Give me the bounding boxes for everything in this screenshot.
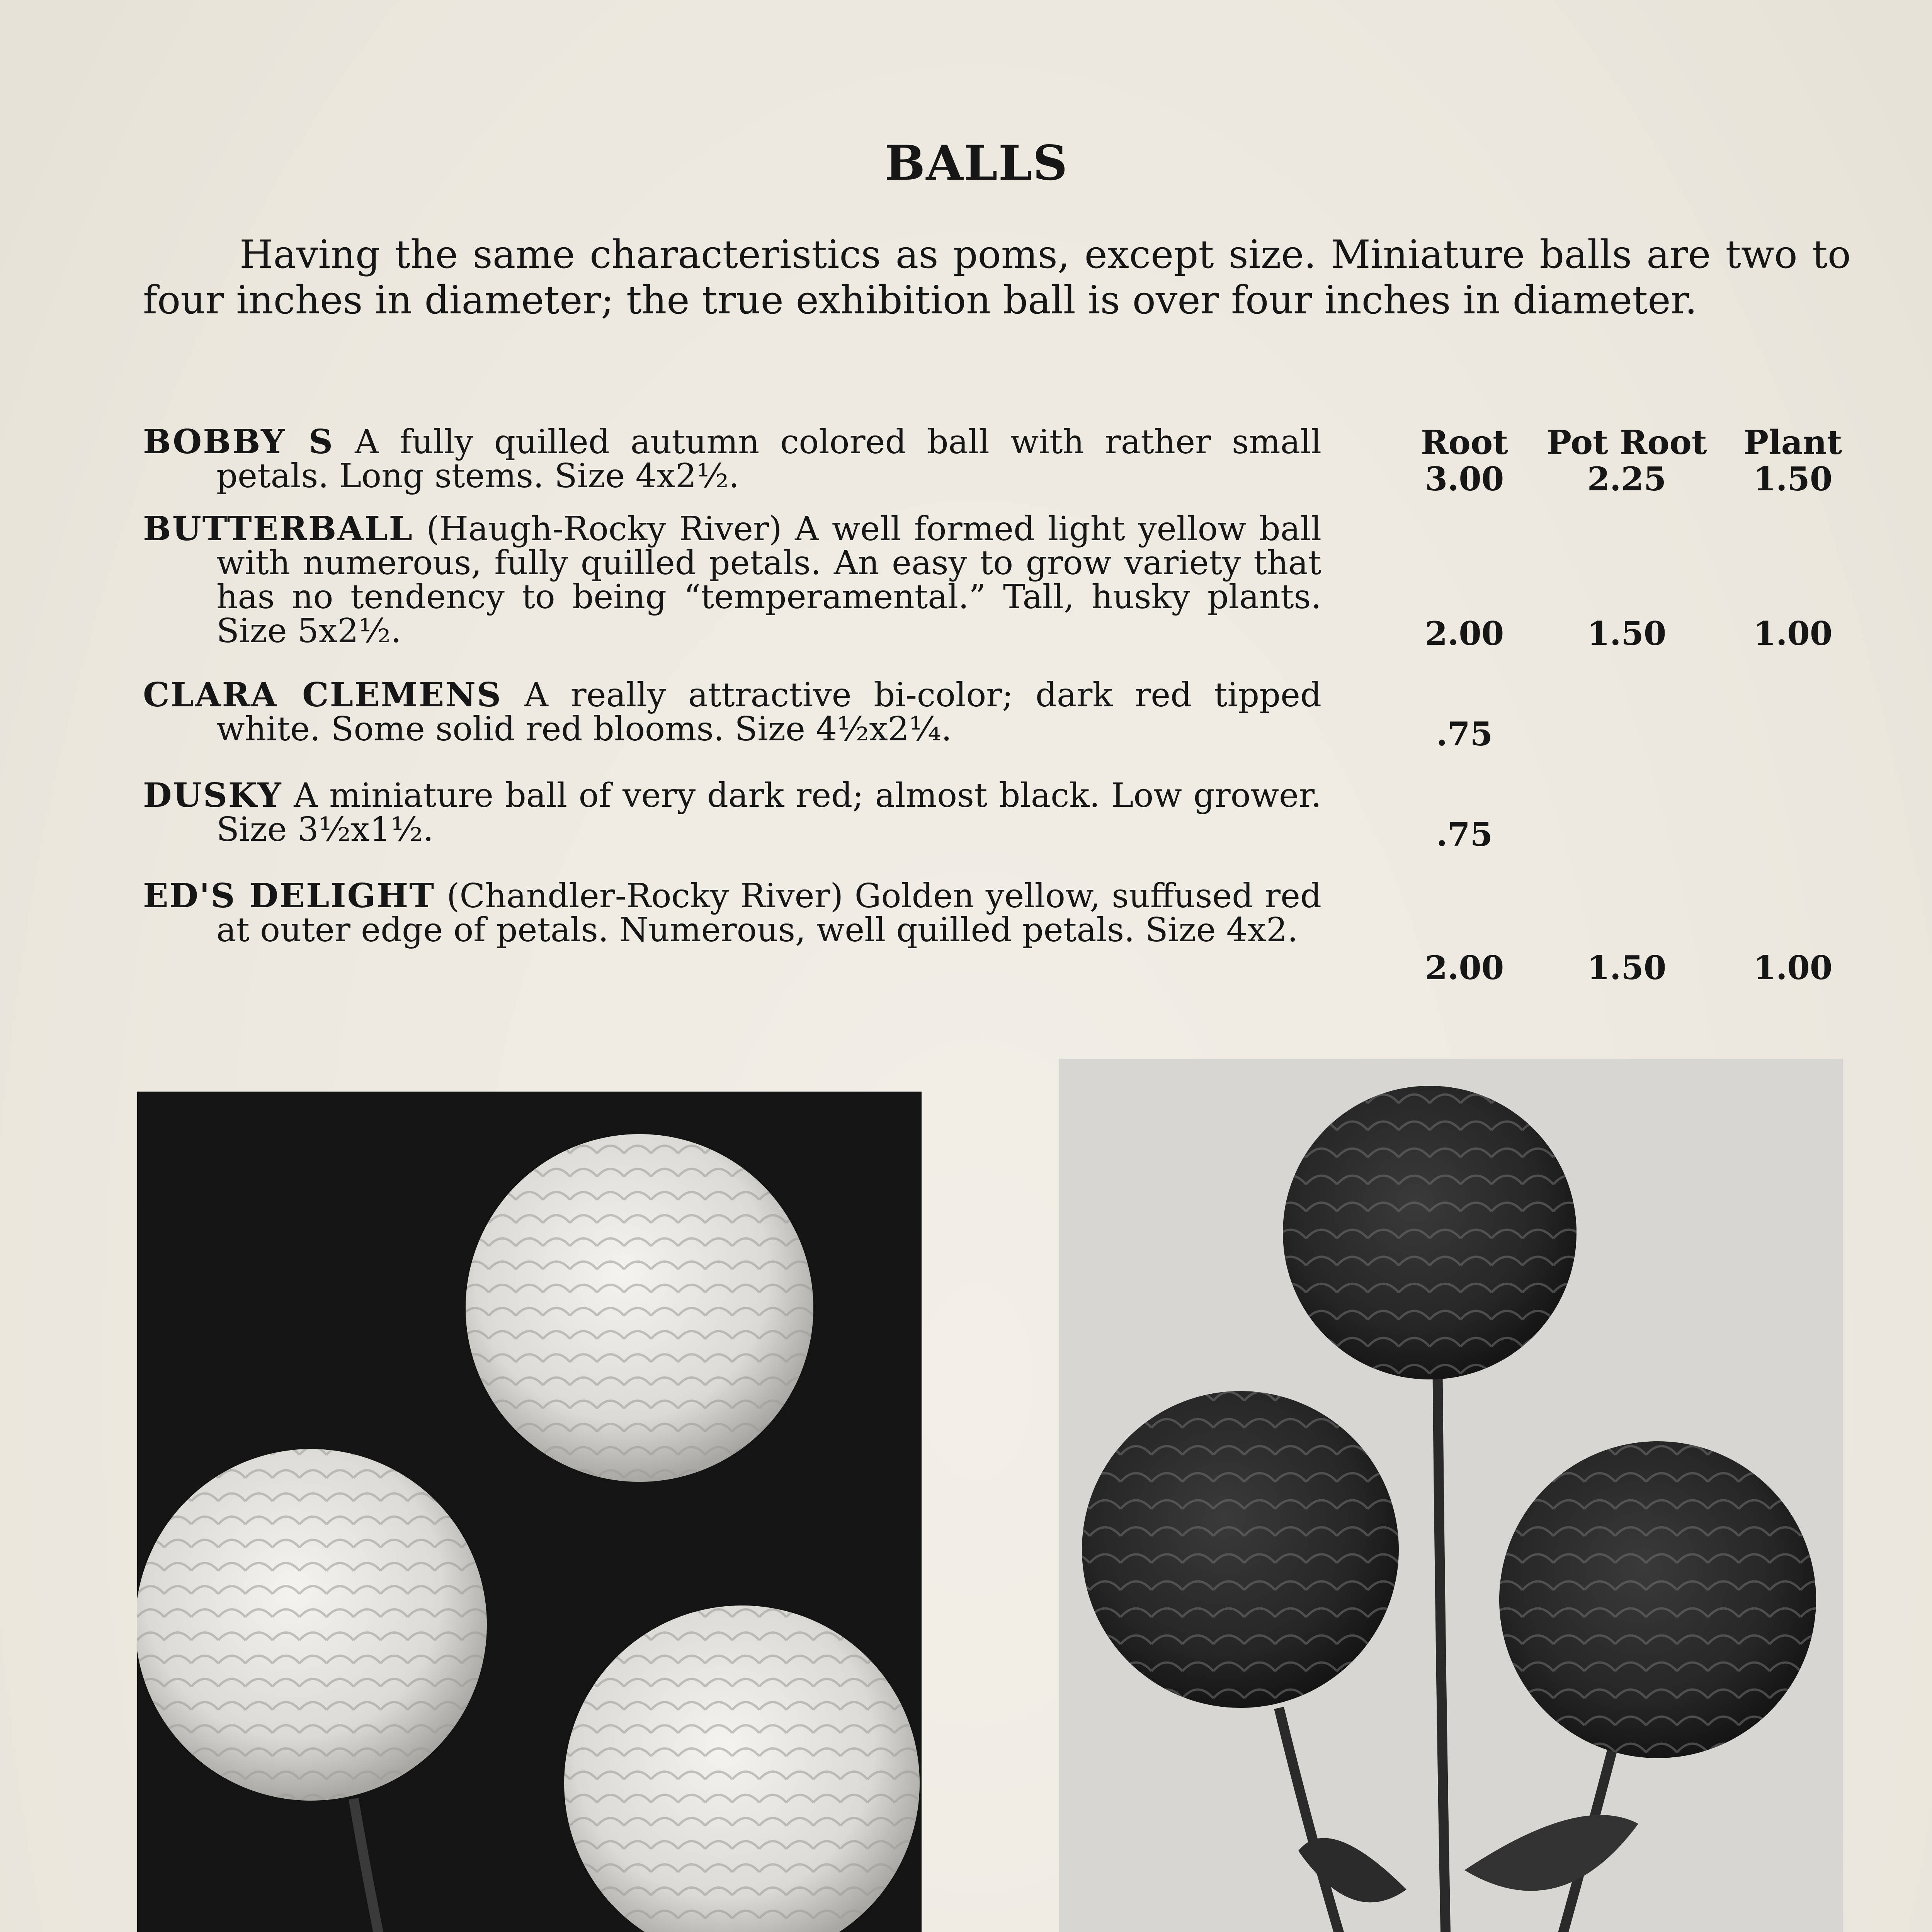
page-title: BALLS bbox=[884, 135, 1068, 191]
photo-elizabeth-h bbox=[1059, 1059, 1843, 1932]
variety-name: BOBBY S bbox=[143, 422, 334, 461]
variety-entry bbox=[143, 509, 1321, 650]
price-root: .75 bbox=[1436, 715, 1493, 753]
variety-name: BUTTERBALL bbox=[143, 509, 413, 548]
elizabeth-h-illustration bbox=[1059, 1059, 1843, 1932]
variety-description: A fully quilled autumn colored ball with rather small petals. Long stems. Size 4x2½. bbox=[216, 423, 1321, 495]
column-header-plant: Plant bbox=[1743, 423, 1842, 462]
price-pot-root: 1.50 bbox=[1587, 949, 1667, 987]
variety-entry bbox=[143, 675, 1321, 748]
price-pot-root: 1.50 bbox=[1587, 614, 1667, 653]
variety-description: (Chandler-Rocky River) Golden yellow, suffused red at outer edge of petals. Numerous, well quilled petals. Size 4x2. bbox=[216, 877, 1321, 949]
variety-entry bbox=[143, 876, 1321, 949]
price-pot-root: 2.25 bbox=[1587, 460, 1667, 498]
variety-description: A really attractive bi-color; dark red tipped white. Some solid red blooms. Size 4½x2¼. bbox=[216, 676, 1321, 748]
price-root: 2.00 bbox=[1425, 949, 1504, 987]
variety-description: (Haugh-Rocky River) A well formed light yellow ball with numerous, fully quilled petals. An easy to grow variety that has no tendency to being “temperamental.” Tall, husky plants. Size 5x2½. bbox=[216, 510, 1321, 650]
photo-butterball bbox=[137, 1092, 922, 1932]
column-header-pot-root: Pot Root bbox=[1546, 423, 1707, 462]
column-header-root: Root bbox=[1421, 423, 1508, 462]
butterball-illustration bbox=[137, 1092, 922, 1932]
price-plant: 1.50 bbox=[1753, 460, 1833, 498]
intro-paragraph: Having the same characteristics as poms, except size. Miniature balls are two to four inches in diameter; the true exhibition ball is over four inches in diameter. bbox=[143, 232, 1851, 323]
variety-entry bbox=[143, 776, 1321, 849]
price-root: .75 bbox=[1436, 815, 1493, 854]
variety-entry bbox=[143, 422, 1321, 495]
variety-description: A miniature ball of very dark red; almost black. Low grower. Size 3½x1½. bbox=[216, 776, 1321, 849]
variety-name: DUSKY bbox=[143, 776, 282, 815]
price-root: 3.00 bbox=[1425, 460, 1504, 498]
variety-name: ED'S DELIGHT bbox=[143, 876, 435, 915]
price-plant: 1.00 bbox=[1753, 949, 1833, 987]
variety-name: CLARA CLEMENS bbox=[143, 675, 502, 714]
price-plant: 1.00 bbox=[1753, 614, 1833, 653]
price-root: 2.00 bbox=[1425, 614, 1504, 653]
